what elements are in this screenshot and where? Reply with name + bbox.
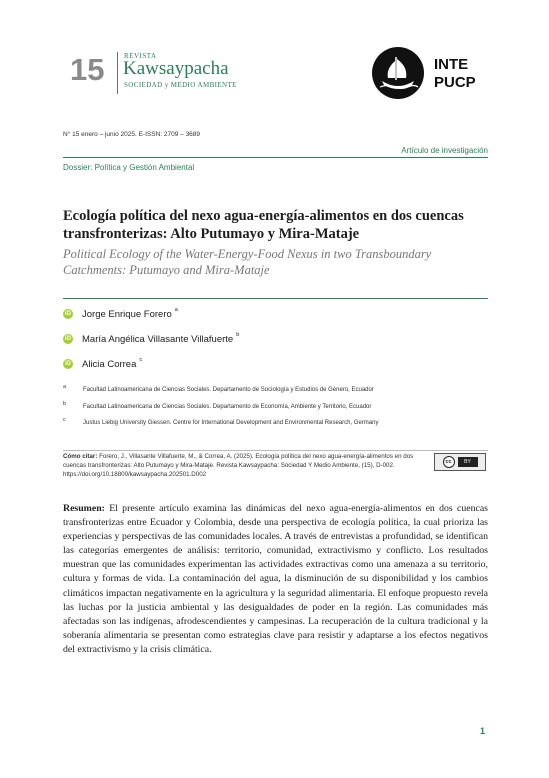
affiliation-a (63, 384, 374, 393)
citation-label: Cómo citar: (63, 453, 98, 460)
abstract-label: Resumen: (63, 503, 105, 514)
affiliation-b (63, 401, 372, 410)
author-1 (63, 307, 178, 321)
dossier-label: Dossier: Política y Gestión Ambiental (63, 163, 195, 172)
affiliation-text: Facultad Latinoamericana de Ciencias Sociales. Departamento de Sociología y Estudios de Género, Ecuador (83, 387, 374, 393)
title-english: Political Ecology of the Water-Energy-Food Nexus in two Transboundary Catchments: Putumayo and Mira-Mataje (63, 247, 432, 277)
brand-divider (117, 52, 118, 94)
page-number: 1 (480, 726, 486, 736)
revista-label: REVISTA (124, 52, 157, 60)
affiliation-text: Facultad Latinoamericana de Ciencias Sociales. Departamento de Economía, Ambiente y Territorio, Ecuador (83, 404, 372, 410)
title-rule (63, 298, 488, 299)
author-name: María Angélica Villasante Villafuerte (82, 333, 234, 345)
affiliation-letter: b (63, 401, 67, 407)
issue-number: 15 (70, 52, 105, 87)
ship-icon (372, 47, 424, 99)
orcid-icon[interactable]: iD (65, 361, 71, 367)
abstract (63, 502, 488, 657)
author-affiliation-mark: a (174, 307, 178, 313)
author-name: Alicia Correa (82, 358, 137, 370)
author-2 (63, 332, 239, 346)
orcid-icon[interactable]: iD (65, 311, 71, 317)
journal-name: Kawsaypacha (123, 58, 229, 79)
pucp-logo-text: PUCP (434, 74, 476, 91)
journal-subtitle: SOCIEDAD y MEDIO AMBIENTE (124, 81, 237, 89)
citation-rule (63, 450, 488, 451)
by-icon: BY (458, 457, 478, 467)
author-affiliation-mark: b (236, 332, 240, 338)
header-rule (63, 157, 488, 158)
orcid-icon[interactable]: iD (65, 336, 71, 342)
cc-icon: cc (443, 456, 455, 468)
affiliation-text: Justus Liebig University Giessen. Centre for International Development and Environmental Research, Germany (83, 420, 379, 426)
citation-block (63, 452, 421, 479)
citation-text: Forero, J., Villasante Villafuerte, M., & Correa, A. (2025). Ecología política del nexo agua-energía-alimentos en dos cuencas transfronterizas: Alto Putumayo y Mira-Mataje. Revista Kawsaypacha: Sociedad Y Medio Ambiente, (15), D-002. https://doi.org/10.18800/kawsaypacha.202501.D002 (63, 453, 414, 478)
inte-logo-text: INTE (434, 56, 469, 73)
author-name: Jorge Enrique Forero (82, 308, 172, 320)
title-spanish: Ecología política del nexo agua-energía-alimentos en dos cuencas transfronterizas: Alto Putumayo y Mira-Mataje (63, 208, 464, 242)
cc-license-badge[interactable] (434, 453, 486, 471)
abstract-text: El presente artículo examina las dinámicas del nexo agua-energía-alimentos en dos cuencas transfronterizas entre Ecuador y Colombia, desde una perspectiva de ecología política, la cual prioriza las experiencias y perspectivas de las comunidades locales. A través de entrevistas a profundidad, se identifican las categorías emergentes de análisis: territorio, comunidad, extractivismo y conflicto. Los resultados muestran que las comunidades experimentan las actividades extractivas como una amenaza a su territorio, cultura y formas de vida. La contaminación del agua, la disminución de su disponibilidad y los cambios climáticos impactan negativamente en la agricultura y la seguridad alimentaria. El enfoque propuesto revela las luchas por la justicia ambiental y las desigualdades de poder en la región. Las comunidades más afectadas son las indígenas, afrodescendientes y campesinas. La recuperación de la cultura tradicional y la soberanía alimentaria se presentan como estrategias clave para resistir y adaptarse a los efectos negativos del extractivismo y la crisis climática. (63, 503, 488, 655)
affiliation-letter: a (63, 384, 67, 390)
article-type: Artículo de investigación (401, 146, 488, 155)
author-affiliation-mark: c (139, 357, 143, 363)
affiliation-c (63, 417, 379, 426)
author-3 (63, 357, 142, 371)
issue-info: N° 15 enero – junio 2025. E-ISSN: 2709 – 3689 (63, 131, 201, 138)
affiliation-letter: c (63, 417, 66, 423)
